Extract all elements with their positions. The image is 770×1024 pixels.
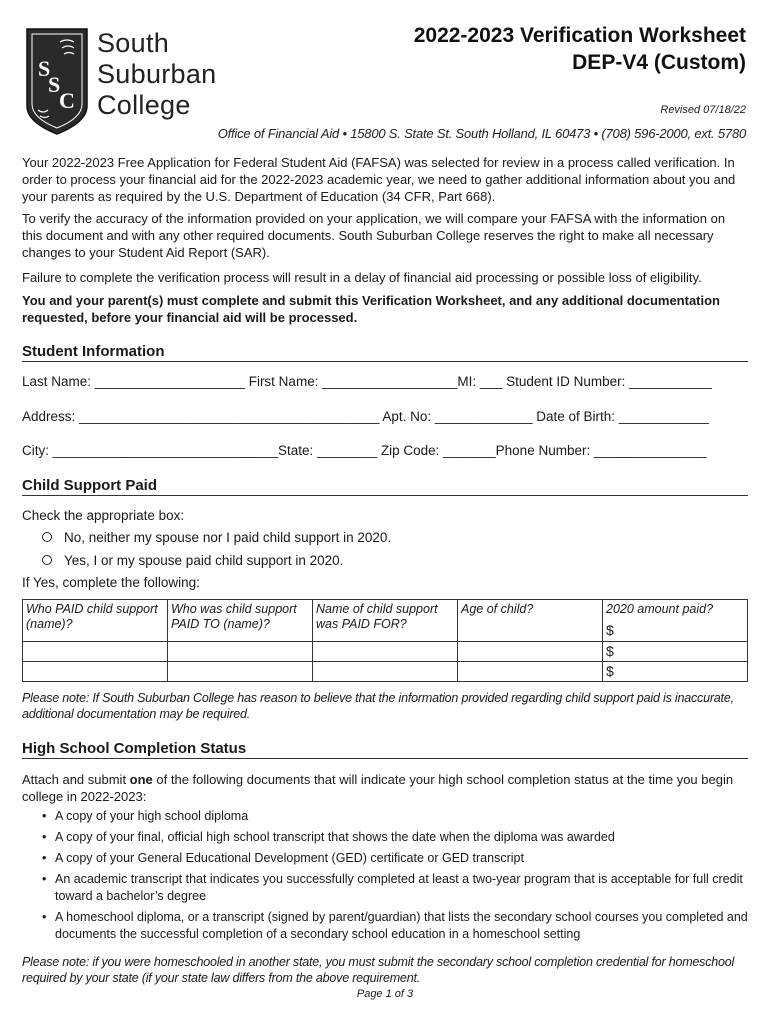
student-info-heading: Student Information <box>22 343 748 362</box>
intro-paragraph-4: You and your parent(s) must complete and submit this Verification Worksheet, and any additional documentation requested, before your financial aid will be processed. <box>22 293 721 325</box>
college-logo-shield <box>24 26 90 136</box>
amount-dollar-3[interactable]: $ <box>603 662 748 682</box>
option-yes-label: Yes, I or my spouse paid child support in 2020. <box>64 553 344 568</box>
intro-paragraph-3: Failure to complete the verification process will result in a delay of financial aid processing or possible loss of eligibility. <box>22 270 702 285</box>
list-item: • A copy of your final, official high school transcript that shows the date when the diploma was awarded <box>22 829 748 846</box>
amount-dollar-1[interactable]: $ <box>606 622 614 638</box>
homeschool-note: Please note: if you were homeschooled in another state, you must submit the secondary school completion credential for homeschool required by your state (if your state law differs from the above requirement. <box>22 955 735 985</box>
high-school-heading: High School Completion Status <box>22 740 748 759</box>
table-cell[interactable] <box>168 662 313 682</box>
college-name-line1: South <box>97 28 170 58</box>
list-item: • A copy of your high school diploma <box>22 808 748 825</box>
table-cell[interactable] <box>23 642 168 662</box>
student-address-row[interactable]: Address: ________________________________________ Apt. No: _____________ Date of Birth: ____________ <box>22 409 709 424</box>
table-row <box>23 642 748 662</box>
high-school-document-list <box>22 808 748 947</box>
table-cell[interactable] <box>313 662 458 682</box>
radio-no[interactable] <box>42 532 52 542</box>
office-address: Office of Financial Aid • 15800 S. State St. South Holland, IL 60473 • (708) 596-2000, ext. 5780 <box>217 126 746 141</box>
logo-letter-s2: S <box>48 72 61 97</box>
table-cell[interactable] <box>458 662 603 682</box>
student-city-row[interactable]: City: ______________________________State: ________ Zip Code: _______Phone Number: _______________ <box>22 443 707 458</box>
college-name-line2: Suburban <box>97 59 217 89</box>
child-support-option-no[interactable] <box>42 530 391 545</box>
document-title <box>414 22 746 76</box>
intro-paragraph-2: To verify the accuracy of the information provided on your application, we will compare your FAFSA with the information on this document and with any other required documents. South Suburban College reserves the right to make all necessary changes to your Student Aid Report (SAR). <box>22 211 726 260</box>
high-school-intro: Attach and submit one of the following documents that will indicate your high school completion status at the time you begin college in 2022-2023: <box>22 772 734 804</box>
college-name <box>97 28 217 121</box>
child-support-note: Please note: If South Suburban College has reason to believe that the information provided regarding child support paid is inaccurate, additional documentation may be required. <box>22 691 734 721</box>
child-support-instruction: Check the appropriate box: <box>22 508 185 523</box>
child-support-option-yes[interactable] <box>42 553 343 568</box>
col-header-amount <box>603 600 748 642</box>
table-cell[interactable] <box>313 642 458 662</box>
list-item: • An academic transcript that indicates you successfully completed at least a two-year program that is acceptable for full credit toward a bachelor’s degree <box>22 871 748 905</box>
student-name-row[interactable]: Last Name: ____________________ First Name: __________________MI: ___ Student ID Number: ___________ <box>22 374 712 389</box>
list-item: • A homeschool diploma, or a transcript (signed by parent/guardian) that lists the secondary school courses you completed and documents the successful completion of a secondary school education in a homeschool setting <box>22 909 748 943</box>
table-cell[interactable] <box>168 642 313 662</box>
logo-letter-c: C <box>59 88 75 113</box>
document-title-line1: 2022-2023 Verification Worksheet <box>413 24 746 47</box>
child-support-if-yes: If Yes, complete the following: <box>22 575 200 590</box>
child-support-heading: Child Support Paid <box>22 477 748 496</box>
document-title-line2: DEP-V4 (Custom) <box>572 51 746 74</box>
col-header-age: Age of child? <box>458 600 603 642</box>
table-cell[interactable] <box>23 662 168 682</box>
page-number: Page 1 of 3 <box>356 988 414 1000</box>
amount-dollar-2[interactable]: $ <box>603 642 748 662</box>
col-header-amount-label: 2020 amount paid? <box>606 602 714 616</box>
table-cell[interactable] <box>458 642 603 662</box>
radio-yes[interactable] <box>42 555 52 565</box>
option-no-label: No, neither my spouse nor I paid child support in 2020. <box>64 530 392 545</box>
intro-paragraph-1: Your 2022-2023 Free Application for Federal Student Aid (FAFSA) was selected for review in a process called verification. In order to process your financial aid for the 2022-2023 academic year, we need to gather additional information about you and your parents as required by the U.S. Department of Education (34 CFR, Part 668). <box>22 155 736 204</box>
child-support-table <box>22 599 748 682</box>
list-item: • A copy of your General Educational Development (GED) certificate or GED transcript <box>22 850 748 867</box>
col-header-paid-to: Who was child support PAID TO (name)? <box>168 600 313 642</box>
table-header-row <box>23 600 748 642</box>
logo-letter-s1: S <box>38 56 51 81</box>
table-row <box>23 662 748 682</box>
revised-date: Revised 07/18/22 <box>660 104 746 116</box>
col-header-paid-for: Name of child support was PAID FOR? <box>313 600 458 642</box>
college-name-line3: College <box>97 90 191 120</box>
col-header-who-paid: Who PAID child support (name)? <box>23 600 168 642</box>
